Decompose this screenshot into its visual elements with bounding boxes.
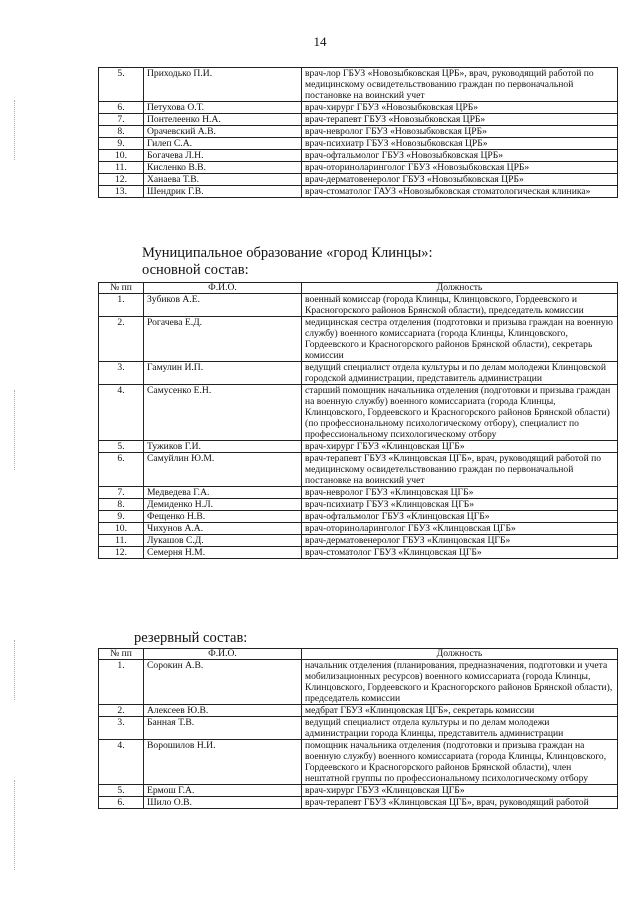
member-name: Тужиков Г.И.: [144, 441, 302, 453]
member-position: врач-невролог ГБУЗ «Новозыбковская ЦРБ»: [302, 126, 618, 138]
member-position: врач-психиатр ГБУЗ «Клинцовская ЦГБ»: [302, 499, 618, 511]
table3-body: [99, 660, 618, 809]
table-row: [99, 740, 618, 785]
row-number: 7.: [99, 114, 144, 126]
header-name: Ф.И.О.: [144, 283, 302, 294]
commission-table-main: [98, 282, 618, 559]
table-row: [99, 717, 618, 740]
member-name: Рогачева Е.Д.: [144, 317, 302, 362]
scan-margin-mark: [14, 780, 16, 870]
member-name: Шило О.В.: [144, 797, 302, 809]
member-name: Гилеп С.А.: [144, 138, 302, 150]
table-row: [99, 138, 618, 150]
scan-margin-mark: [14, 640, 16, 700]
table-row: [99, 797, 618, 809]
member-name: Ермош Г.А.: [144, 785, 302, 797]
member-name: Богачева Л.Н.: [144, 150, 302, 162]
table-row: [99, 68, 618, 102]
member-position: врач-стоматолог ГАУЗ «Новозыбковская стоматологическая клиника»: [302, 186, 618, 198]
table-row: [99, 174, 618, 186]
member-name: Понтелеенко Н.А.: [144, 114, 302, 126]
section-heading-reserve: резервный состав:: [134, 630, 248, 646]
table-row: [99, 126, 618, 138]
member-name: Самусенко Е.Н.: [144, 385, 302, 441]
member-name: Самуйлин Ю.М.: [144, 453, 302, 487]
member-position: врач-хирург ГБУЗ «Клинцовская ЦГБ»: [302, 785, 618, 797]
table-header-row: [99, 283, 618, 294]
member-position: врач-дерматовенеролог ГБУЗ «Клинцовская ЦГБ»: [302, 535, 618, 547]
member-name: Лукашов С.Д.: [144, 535, 302, 547]
row-number: 9.: [99, 511, 144, 523]
table1-body: [99, 68, 618, 198]
row-number: 1.: [99, 660, 144, 705]
member-position: врач-оториноларинголог ГБУЗ «Новозыбковская ЦРБ»: [302, 162, 618, 174]
row-number: 3.: [99, 717, 144, 740]
member-name: Гамулин И.П.: [144, 362, 302, 385]
member-name: Зубиков А.Е.: [144, 294, 302, 317]
row-number: 11.: [99, 162, 144, 174]
table-row: [99, 294, 618, 317]
member-position: медицинская сестра отделения (подготовки и призыва граждан на военную службу) военного комиссариата (города Клинцы, Клинцовского, Гордеевского и Красногорского районов Брянской области), секретарь комиссии: [302, 317, 618, 362]
header-role: Должность: [302, 283, 618, 294]
table-row: [99, 487, 618, 499]
member-position: врач-офтальмолог ГБУЗ «Клинцовская ЦГБ»: [302, 511, 618, 523]
table-row: [99, 317, 618, 362]
row-number: 2.: [99, 317, 144, 362]
member-name: Медведева Г.А.: [144, 487, 302, 499]
table-row: [99, 547, 618, 559]
row-number: 2.: [99, 705, 144, 717]
row-number: 13.: [99, 186, 144, 198]
member-name: Демиденко Н.Л.: [144, 499, 302, 511]
row-number: 8.: [99, 499, 144, 511]
member-position: врач-терапевт ГБУЗ «Клинцовская ЦГБ», врач, руководящий работой: [302, 797, 618, 809]
member-position: врач-хирург ГБУЗ «Клинцовская ЦГБ»: [302, 441, 618, 453]
row-number: 6.: [99, 102, 144, 114]
member-position: врач-оториноларинголог ГБУЗ «Клинцовская ЦГБ»: [302, 523, 618, 535]
row-number: 3.: [99, 362, 144, 385]
table-row: [99, 705, 618, 717]
member-name: Шендрик Г.В.: [144, 186, 302, 198]
section-heading-main: основной состав:: [142, 262, 249, 278]
member-name: Орачевский А.В.: [144, 126, 302, 138]
member-position: врач-стоматолог ГБУЗ «Клинцовская ЦГБ»: [302, 547, 618, 559]
member-name: Ворошилов Н.И.: [144, 740, 302, 785]
member-name: Семерня Н.М.: [144, 547, 302, 559]
row-number: 12.: [99, 174, 144, 186]
table-row: [99, 150, 618, 162]
section-heading-municipal: Муниципальное образование «город Клинцы»:: [142, 245, 433, 261]
member-name: Приходько П.И.: [144, 68, 302, 102]
member-position: врач-терапевт ГБУЗ «Клинцовская ЦГБ», врач, руководящий работой по медицинскому освидетельствованию граждан по первоначальной постановке на воинский учет: [302, 453, 618, 487]
table-row: [99, 362, 618, 385]
row-number: 11.: [99, 535, 144, 547]
member-name: Сорокин А.В.: [144, 660, 302, 705]
header-name: Ф.И.О.: [144, 649, 302, 660]
member-position: врач-психиатр ГБУЗ «Новозыбковская ЦРБ»: [302, 138, 618, 150]
table-row: [99, 385, 618, 441]
row-number: 5.: [99, 441, 144, 453]
member-name: Петухова О.Т.: [144, 102, 302, 114]
member-name: Алексеев Ю.В.: [144, 705, 302, 717]
row-number: 5.: [99, 785, 144, 797]
member-position: врач-офтальмолог ГБУЗ «Новозыбковская ЦРБ»: [302, 150, 618, 162]
member-position: врач-дерматовенеролог ГБУЗ «Новозыбковская ЦРБ»: [302, 174, 618, 186]
header-num: № пп: [99, 283, 144, 294]
table-row: [99, 499, 618, 511]
member-position: военный комиссар (города Клинцы, Клинцовского, Гордеевского и Красногорского районов Брянской области), председатель комиссии: [302, 294, 618, 317]
member-position: помощник начальника отделения (подготовки и призыва граждан на военную службу) военного комиссариата (города Клинцы, Клинцовского, Гордеевского и Красногорского районов Брянской области), член нештатной группы по профессиональному психологическому отбору: [302, 740, 618, 785]
row-number: 4.: [99, 740, 144, 785]
member-position: врач-хирург ГБУЗ «Новозыбковская ЦРБ»: [302, 102, 618, 114]
member-name: Ханаева Т.В.: [144, 174, 302, 186]
row-number: 5.: [99, 68, 144, 102]
member-position: врач-невролог ГБУЗ «Клинцовская ЦГБ»: [302, 487, 618, 499]
row-number: 6.: [99, 797, 144, 809]
scan-margin-mark: [14, 390, 16, 470]
table-row: [99, 453, 618, 487]
table-header-row: [99, 649, 618, 660]
table-row: [99, 441, 618, 453]
table-row: [99, 523, 618, 535]
row-number: 10.: [99, 150, 144, 162]
member-position: медбрат ГБУЗ «Клинцовская ЦГБ», секретарь комиссии: [302, 705, 618, 717]
table-row: [99, 186, 618, 198]
row-number: 6.: [99, 453, 144, 487]
row-number: 8.: [99, 126, 144, 138]
table-row: [99, 102, 618, 114]
member-position: ведущий специалист отдела культуры и по делам молодежи Клинцовской городской администрации, представитель администрации: [302, 362, 618, 385]
member-name: Чихунов А.А.: [144, 523, 302, 535]
header-num: № пп: [99, 649, 144, 660]
member-position: врач-терапевт ГБУЗ «Новозыбковская ЦРБ»: [302, 114, 618, 126]
table-row: [99, 114, 618, 126]
member-name: Банная Т.В.: [144, 717, 302, 740]
commission-table-reserve: [98, 648, 618, 809]
table-row: [99, 785, 618, 797]
member-position: начальник отделения (планирования, предназначения, подготовки и учета мобилизационных ресурсов) военного комиссариата (города Клинцы, Клинцовского, Гордеевского и Красногорского районов Брянской области), председатель комиссии: [302, 660, 618, 705]
member-position: старший помощник начальника отделения (подготовки и призыва граждан на военную службу) военного комиссариата (города Клинцы, Клинцовского, Гордеевского и Красногорского районов Брянской области) (по профессиональному психологическому отбору), специалист по профессиональному психологическому отбору: [302, 385, 618, 441]
member-position: врач-лор ГБУЗ «Новозыбковская ЦРБ», врач, руководящий работой по медицинскому освидетельствованию граждан по первоначальной постановке на воинский учет: [302, 68, 618, 102]
table-row: [99, 162, 618, 174]
row-number: 9.: [99, 138, 144, 150]
table-row: [99, 660, 618, 705]
row-number: 4.: [99, 385, 144, 441]
header-role: Должность: [302, 649, 618, 660]
member-position: ведущий специалист отдела культуры и по делам молодежи администрации города Клинцы, представитель администрации: [302, 717, 618, 740]
table-row: [99, 511, 618, 523]
table-row: [99, 535, 618, 547]
row-number: 7.: [99, 487, 144, 499]
row-number: 10.: [99, 523, 144, 535]
member-name: Кисленко В.В.: [144, 162, 302, 174]
member-name: Фещенко Н.В.: [144, 511, 302, 523]
commission-table-novozybkov: [98, 67, 618, 198]
scan-margin-mark: [14, 100, 16, 160]
page-number: 14: [313, 34, 327, 49]
row-number: 12.: [99, 547, 144, 559]
row-number: 1.: [99, 294, 144, 317]
table2-body: [99, 294, 618, 559]
